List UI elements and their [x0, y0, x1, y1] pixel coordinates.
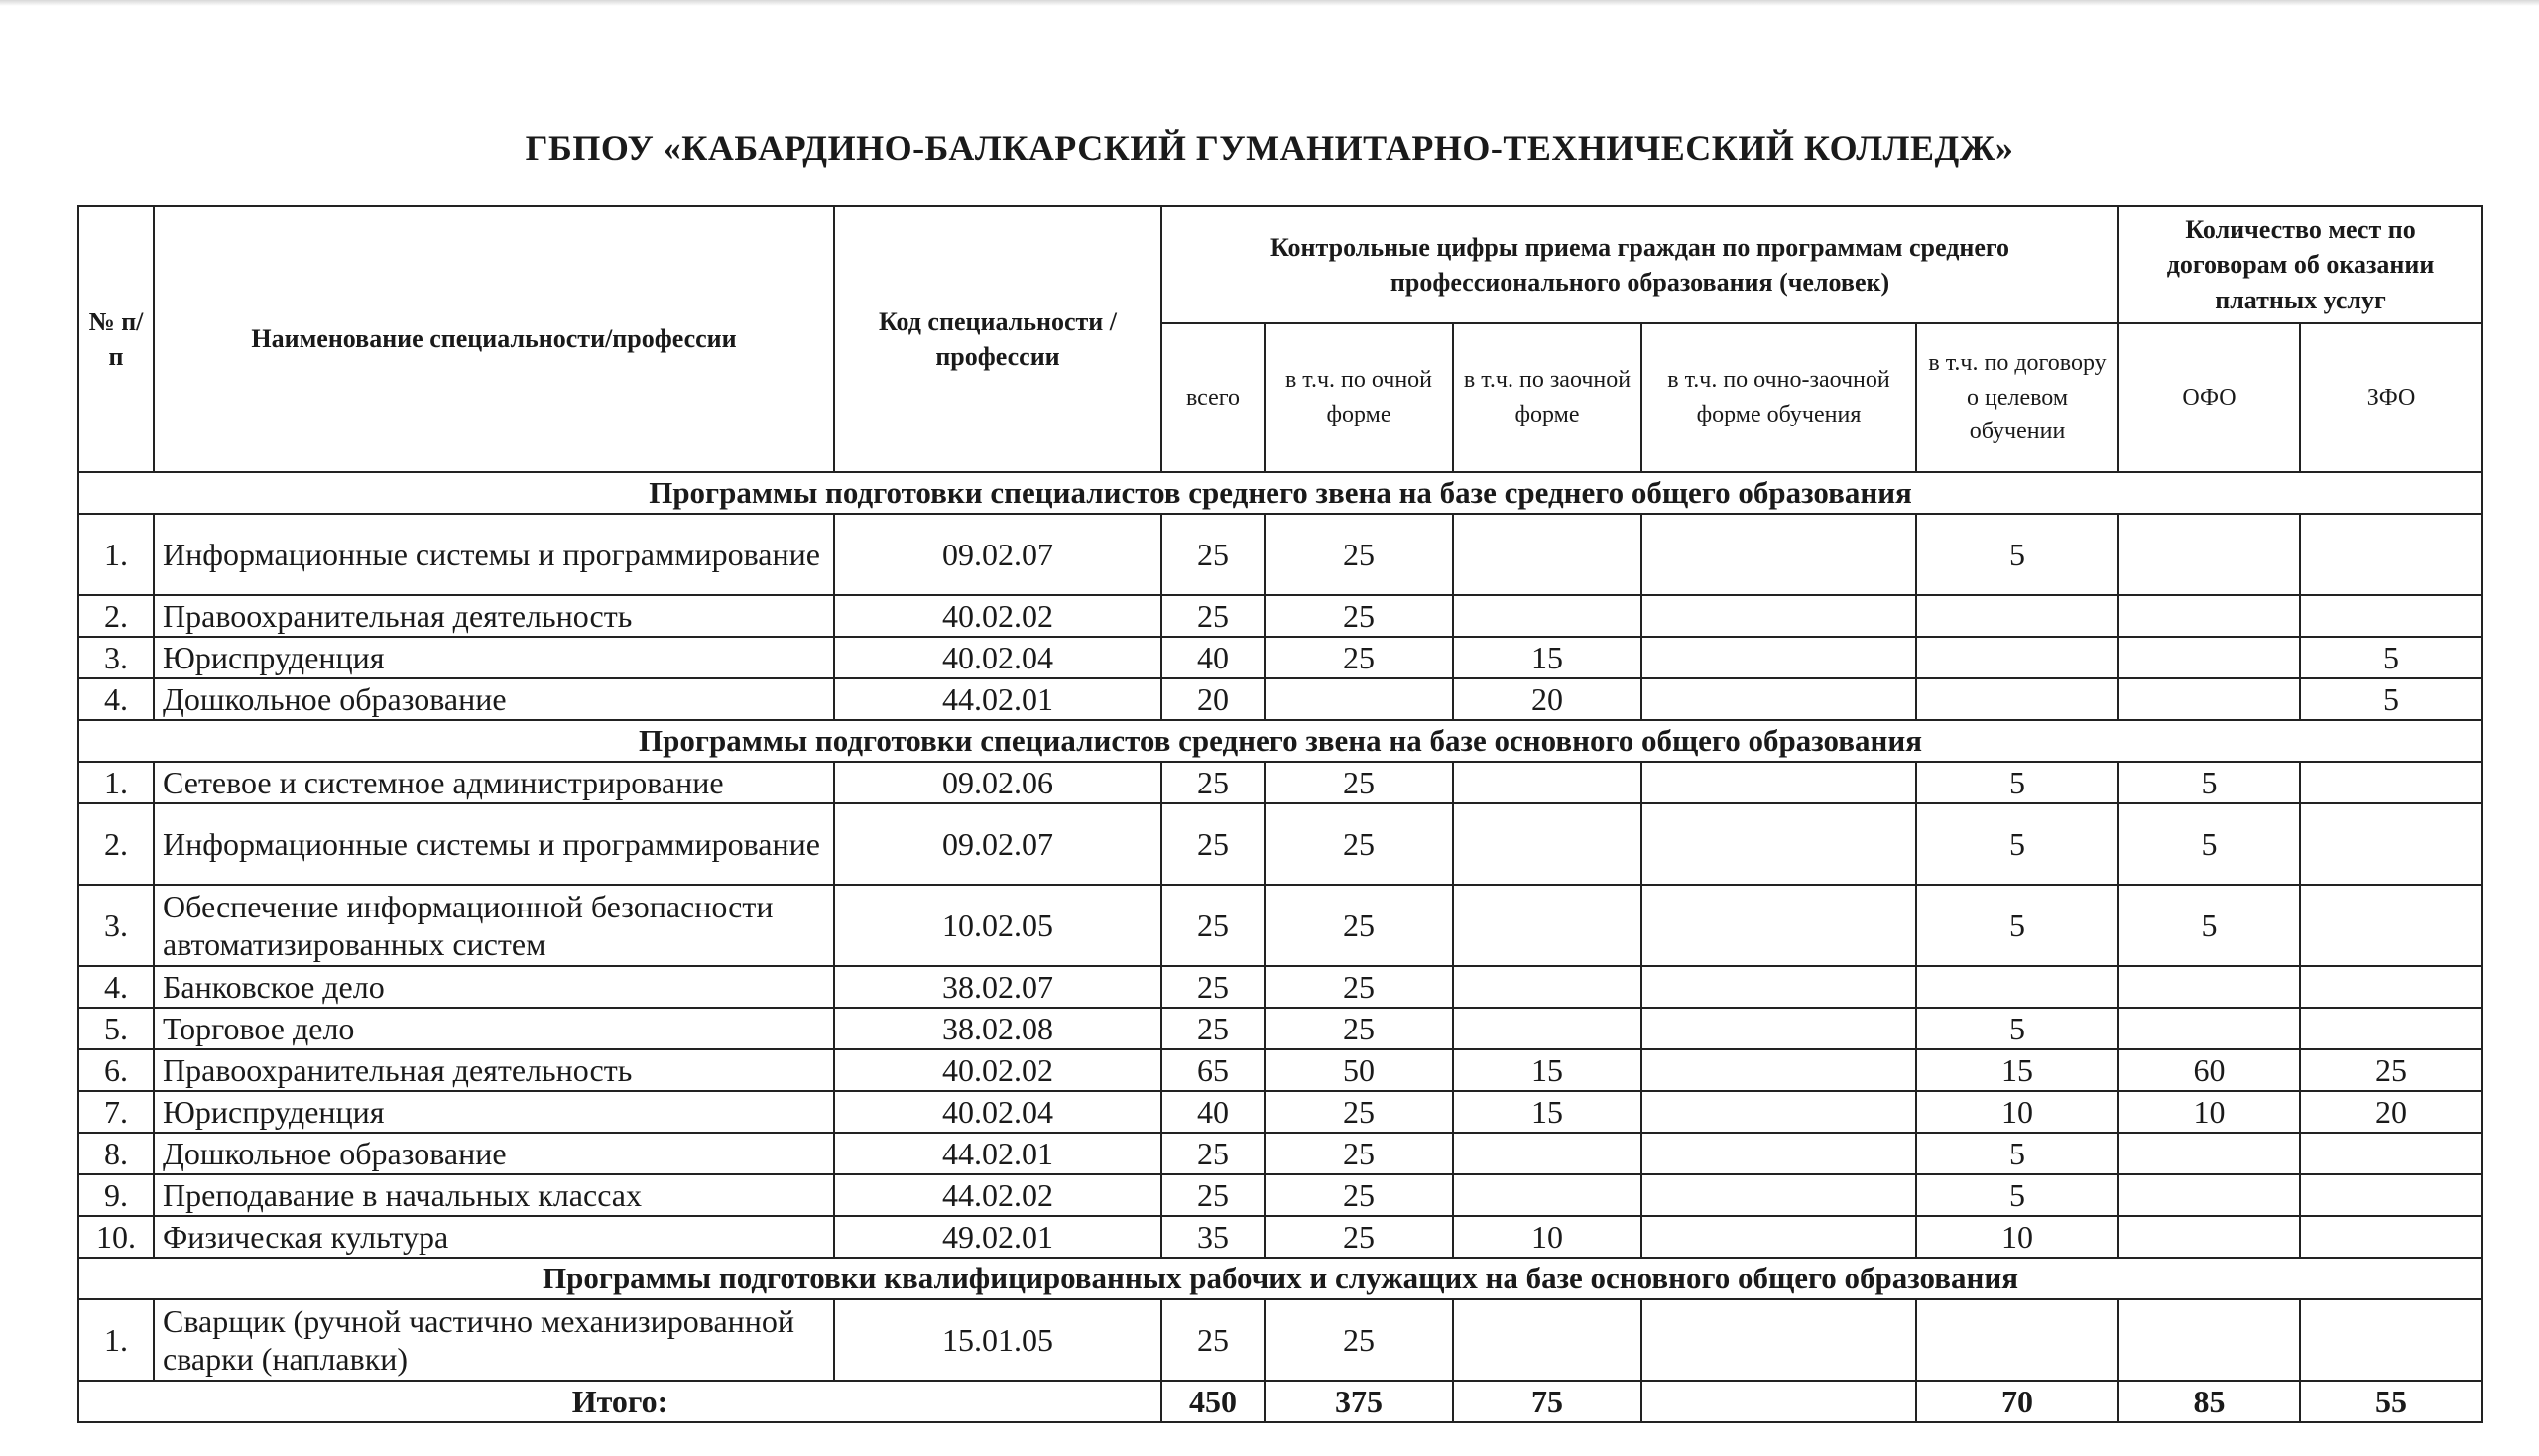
row-code: 10.02.05 — [834, 885, 1161, 966]
row-total: 25 — [1161, 885, 1265, 966]
row-targeted: 5 — [1916, 885, 2118, 966]
row-ofo — [2118, 1008, 2300, 1049]
row-part-time — [1641, 885, 1916, 966]
header-total: всего — [1161, 323, 1265, 472]
row-full-time: 50 — [1265, 1049, 1453, 1091]
row-code: 38.02.07 — [834, 966, 1161, 1008]
row-ofo — [2118, 637, 2300, 678]
totals-targeted: 70 — [1916, 1381, 2118, 1422]
row-number: 1. — [78, 1299, 154, 1381]
row-targeted — [1916, 637, 2118, 678]
header-extramural: в т.ч. по заочной форме — [1453, 323, 1641, 472]
header-targeted: в т.ч. по договору о целевом обучении — [1916, 323, 2118, 472]
row-total: 65 — [1161, 1049, 1265, 1091]
row-zfo — [2300, 885, 2482, 966]
row-part-time — [1641, 1299, 1916, 1381]
row-zfo — [2300, 1299, 2482, 1381]
row-ofo: 5 — [2118, 885, 2300, 966]
header-name: Наименование специальности/профессии — [154, 206, 834, 472]
row-extramural: 10 — [1453, 1216, 1641, 1258]
row-number: 4. — [78, 678, 154, 720]
row-targeted: 10 — [1916, 1216, 2118, 1258]
row-total: 40 — [1161, 637, 1265, 678]
table-row — [78, 1091, 2482, 1133]
row-extramural — [1453, 1133, 1641, 1174]
row-full-time: 25 — [1265, 966, 1453, 1008]
row-full-time: 25 — [1265, 803, 1453, 885]
header-code: Код специальности / профессии — [834, 206, 1161, 472]
section-header — [78, 720, 2482, 762]
row-number: 1. — [78, 514, 154, 595]
row-name: Банковское дело — [154, 966, 834, 1008]
row-number: 6. — [78, 1049, 154, 1091]
row-ofo: 10 — [2118, 1091, 2300, 1133]
totals-label: Итого: — [78, 1381, 1161, 1422]
row-number: 10. — [78, 1216, 154, 1258]
row-name: Сварщик (ручной частично механизированной сварки (наплавки) — [154, 1299, 834, 1381]
row-targeted: 5 — [1916, 1133, 2118, 1174]
row-full-time: 25 — [1265, 1174, 1453, 1216]
row-total: 40 — [1161, 1091, 1265, 1133]
table-row — [78, 637, 2482, 678]
table-row — [78, 595, 2482, 637]
row-part-time — [1641, 1008, 1916, 1049]
document-title: ГБПОУ «КАБАРДИНО-БАЛКАРСКИЙ ГУМАНИТАРНО-ТЕХНИЧЕСКИЙ КОЛЛЕДЖ» — [525, 128, 2014, 168]
row-zfo — [2300, 803, 2482, 885]
table-row — [78, 803, 2482, 885]
row-extramural — [1453, 885, 1641, 966]
row-name: Обеспечение информационной безопасности автоматизированных систем — [154, 885, 834, 966]
row-name: Физическая культура — [154, 1216, 834, 1258]
row-full-time: 25 — [1265, 514, 1453, 595]
row-number: 5. — [78, 1008, 154, 1049]
row-ofo — [2118, 1216, 2300, 1258]
row-ofo: 60 — [2118, 1049, 2300, 1091]
row-number: 1. — [78, 762, 154, 803]
row-zfo — [2300, 762, 2482, 803]
row-part-time — [1641, 762, 1916, 803]
row-full-time: 25 — [1265, 1091, 1453, 1133]
header-ofo: ОФО — [2118, 323, 2300, 472]
row-extramural — [1453, 1299, 1641, 1381]
table-row — [78, 1049, 2482, 1091]
row-total: 25 — [1161, 1133, 1265, 1174]
row-total: 25 — [1161, 762, 1265, 803]
row-full-time: 25 — [1265, 885, 1453, 966]
row-number: 3. — [78, 637, 154, 678]
row-zfo — [2300, 1133, 2482, 1174]
row-total: 25 — [1161, 1174, 1265, 1216]
row-targeted — [1916, 595, 2118, 637]
row-zfo — [2300, 966, 2482, 1008]
row-code: 09.02.06 — [834, 762, 1161, 803]
row-targeted — [1916, 1299, 2118, 1381]
table-row — [78, 762, 2482, 803]
row-ofo: 5 — [2118, 803, 2300, 885]
row-part-time — [1641, 966, 1916, 1008]
row-name: Информационные системы и программирование — [154, 803, 834, 885]
totals-row — [78, 1381, 2482, 1422]
row-ofo: 5 — [2118, 762, 2300, 803]
row-zfo — [2300, 595, 2482, 637]
section-header — [78, 1258, 2482, 1299]
row-full-time: 25 — [1265, 1216, 1453, 1258]
header-control-figures: Контрольные цифры приема граждан по программам среднего профессионального образования (человек) — [1161, 206, 2118, 323]
row-name: Торговое дело — [154, 1008, 834, 1049]
table-row — [78, 885, 2482, 966]
row-zfo — [2300, 1216, 2482, 1258]
row-total: 25 — [1161, 595, 1265, 637]
row-extramural — [1453, 762, 1641, 803]
row-name: Дошкольное образование — [154, 678, 834, 720]
row-targeted: 5 — [1916, 514, 2118, 595]
row-name: Юриспруденция — [154, 1091, 834, 1133]
row-code: 49.02.01 — [834, 1216, 1161, 1258]
header-zfo: ЗФО — [2300, 323, 2482, 472]
row-targeted: 5 — [1916, 1174, 2118, 1216]
row-extramural: 15 — [1453, 1049, 1641, 1091]
table-row — [78, 1008, 2482, 1049]
header-num: № п/п — [78, 206, 154, 472]
row-code: 38.02.08 — [834, 1008, 1161, 1049]
row-extramural — [1453, 1174, 1641, 1216]
row-zfo — [2300, 1174, 2482, 1216]
header-part-time: в т.ч. по очно-заочной форме обучения — [1641, 323, 1916, 472]
row-full-time: 25 — [1265, 637, 1453, 678]
totals-ofo: 85 — [2118, 1381, 2300, 1422]
row-zfo: 25 — [2300, 1049, 2482, 1091]
row-targeted — [1916, 678, 2118, 720]
row-full-time: 25 — [1265, 762, 1453, 803]
row-targeted: 5 — [1916, 1008, 2118, 1049]
row-number: 8. — [78, 1133, 154, 1174]
row-extramural — [1453, 966, 1641, 1008]
row-part-time — [1641, 1174, 1916, 1216]
header-paid-places: Количество мест по договорам об оказании платных услуг — [2118, 206, 2482, 323]
row-part-time — [1641, 1216, 1916, 1258]
totals-zfo: 55 — [2300, 1381, 2482, 1422]
section-title: Программы подготовки специалистов среднего звена на базе среднего общего образования — [78, 472, 2482, 514]
row-code: 09.02.07 — [834, 803, 1161, 885]
row-part-time — [1641, 637, 1916, 678]
row-number: 2. — [78, 803, 154, 885]
row-extramural — [1453, 803, 1641, 885]
row-part-time — [1641, 803, 1916, 885]
row-full-time: 25 — [1265, 1299, 1453, 1381]
row-part-time — [1641, 1049, 1916, 1091]
row-extramural: 15 — [1453, 1091, 1641, 1133]
totals-full-time: 375 — [1265, 1381, 1453, 1422]
row-targeted: 5 — [1916, 762, 2118, 803]
row-extramural: 20 — [1453, 678, 1641, 720]
row-extramural — [1453, 595, 1641, 637]
row-ofo — [2118, 1299, 2300, 1381]
row-number: 2. — [78, 595, 154, 637]
row-targeted — [1916, 966, 2118, 1008]
row-total: 25 — [1161, 803, 1265, 885]
row-name: Правоохранительная деятельность — [154, 1049, 834, 1091]
row-total: 20 — [1161, 678, 1265, 720]
row-total: 35 — [1161, 1216, 1265, 1258]
row-full-time: 25 — [1265, 595, 1453, 637]
totals-extramural: 75 — [1453, 1381, 1641, 1422]
row-total: 25 — [1161, 966, 1265, 1008]
table-row — [78, 1216, 2482, 1258]
row-ofo — [2118, 514, 2300, 595]
row-code: 40.02.04 — [834, 637, 1161, 678]
row-part-time — [1641, 678, 1916, 720]
section-title: Программы подготовки специалистов среднего звена на базе основного общего образования — [78, 720, 2482, 762]
totals-part-time — [1641, 1381, 1916, 1422]
row-total: 25 — [1161, 1008, 1265, 1049]
row-zfo: 20 — [2300, 1091, 2482, 1133]
row-part-time — [1641, 1133, 1916, 1174]
row-zfo — [2300, 1008, 2482, 1049]
table-row — [78, 1174, 2482, 1216]
row-code: 44.02.01 — [834, 678, 1161, 720]
row-extramural — [1453, 514, 1641, 595]
row-number: 9. — [78, 1174, 154, 1216]
row-targeted: 10 — [1916, 1091, 2118, 1133]
row-total: 25 — [1161, 1299, 1265, 1381]
row-name: Юриспруденция — [154, 637, 834, 678]
row-name: Преподавание в начальных классах — [154, 1174, 834, 1216]
row-targeted: 15 — [1916, 1049, 2118, 1091]
row-zfo: 5 — [2300, 678, 2482, 720]
row-extramural — [1453, 1008, 1641, 1049]
row-number: 4. — [78, 966, 154, 1008]
totals-total: 450 — [1161, 1381, 1265, 1422]
table-row — [78, 678, 2482, 720]
section-title: Программы подготовки квалифицированных рабочих и служащих на базе основного общего образования — [78, 1258, 2482, 1299]
row-extramural: 15 — [1453, 637, 1641, 678]
admission-table — [77, 205, 2483, 1423]
row-code: 40.02.02 — [834, 595, 1161, 637]
row-total: 25 — [1161, 514, 1265, 595]
row-part-time — [1641, 1091, 1916, 1133]
row-ofo — [2118, 1133, 2300, 1174]
row-ofo — [2118, 966, 2300, 1008]
row-code: 40.02.02 — [834, 1049, 1161, 1091]
scan-edge — [0, 0, 2539, 6]
row-name: Информационные системы и программирование — [154, 514, 834, 595]
row-number: 7. — [78, 1091, 154, 1133]
row-full-time: 25 — [1265, 1133, 1453, 1174]
row-name: Сетевое и системное администрирование — [154, 762, 834, 803]
row-ofo — [2118, 1174, 2300, 1216]
row-name: Правоохранительная деятельность — [154, 595, 834, 637]
row-code: 09.02.07 — [834, 514, 1161, 595]
row-name: Дошкольное образование — [154, 1133, 834, 1174]
row-number: 3. — [78, 885, 154, 966]
row-code: 44.02.01 — [834, 1133, 1161, 1174]
row-part-time — [1641, 514, 1916, 595]
table-row — [78, 1133, 2482, 1174]
row-full-time: 25 — [1265, 1008, 1453, 1049]
section-header — [78, 472, 2482, 514]
row-zfo — [2300, 514, 2482, 595]
row-full-time — [1265, 678, 1453, 720]
row-zfo: 5 — [2300, 637, 2482, 678]
table-row — [78, 1299, 2482, 1381]
header-full-time: в т.ч. по очной форме — [1265, 323, 1453, 472]
row-code: 40.02.04 — [834, 1091, 1161, 1133]
table-row — [78, 966, 2482, 1008]
row-code: 15.01.05 — [834, 1299, 1161, 1381]
row-targeted: 5 — [1916, 803, 2118, 885]
row-ofo — [2118, 595, 2300, 637]
table-row — [78, 514, 2482, 595]
row-code: 44.02.02 — [834, 1174, 1161, 1216]
row-part-time — [1641, 595, 1916, 637]
row-ofo — [2118, 678, 2300, 720]
